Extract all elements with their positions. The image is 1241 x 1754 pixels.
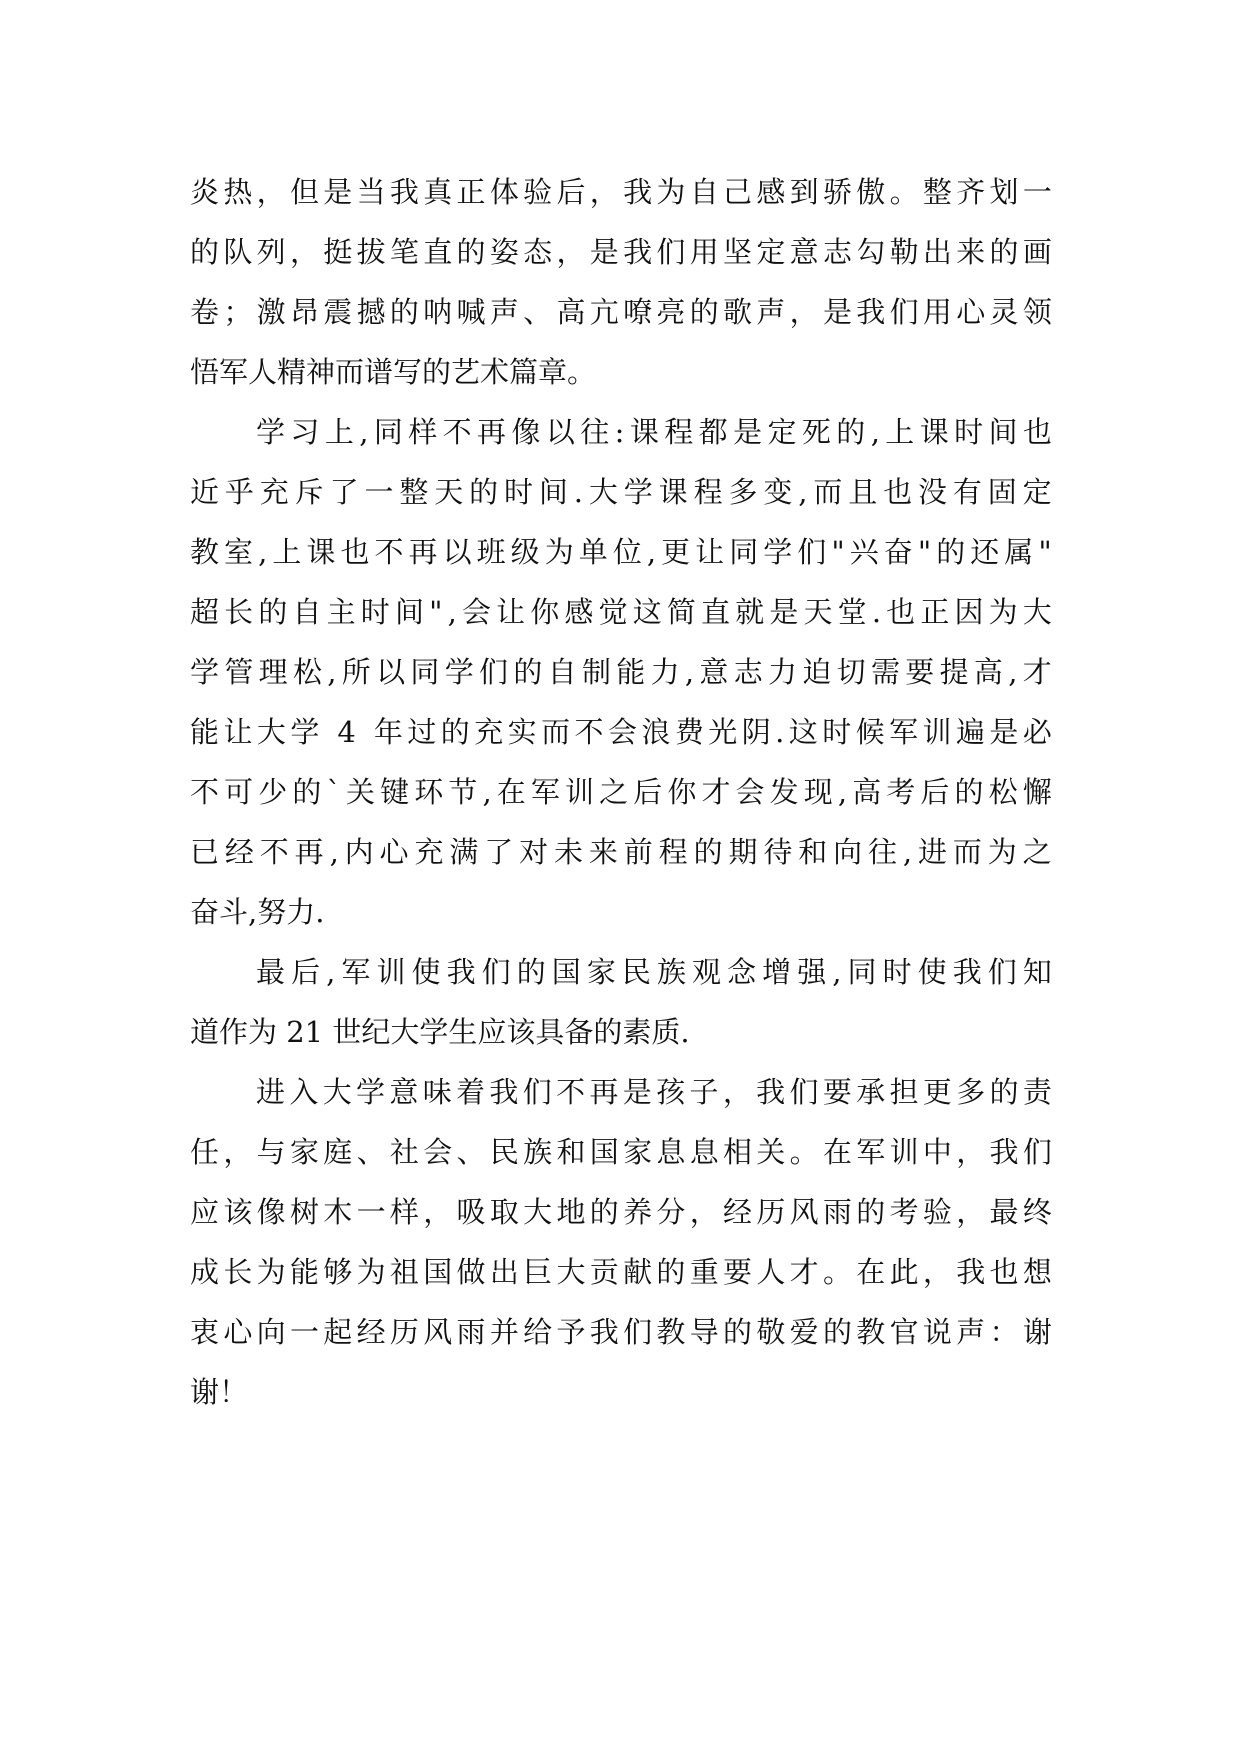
text-line: 卷 ； 激 昂 震 撼 的 呐 喊 声 、 高 亢 嘹 亮 的 歌 声 ， 是 我 们 用 心 灵 领 [190,295,1052,329]
document-body [190,162,1052,1422]
text-line: 道作为 21 世纪大学生应该具备的素质. [190,1015,690,1049]
text-line: 教 室 , 上 课 也 不 再 以 班 级 为 单 位 , 更 让 同 学 们 " 兴 奋 " 的 还 属 " [190,535,1052,569]
text-line: 悟军人精神而谱写的艺术篇章。 [190,355,597,389]
text-line: 能 让 大 学 4 年 过 的 充 实 而 不 会 浪 费 光 阴 . 这 时 候 军 训 遍 是 必 [190,715,1052,749]
text-line: 的 队 列 ， 挺 拔 笔 直 的 姿 态 ， 是 我 们 用 坚 定 意 志 勾 勒 出 来 的 画 [190,235,1052,269]
text-line: 学 管 理 松 , 所 以 同 学 们 的 自 制 能 力 , 意 志 力 迫 切 需 要 提 高 , 才 [190,655,1052,689]
text-line: 谢！ [190,1375,249,1409]
text-line: 最 后 , 军 训 使 我 们 的 国 家 民 族 观 念 增 强 , 同 时 使 我 们 知 [256,955,1052,989]
text-line: 学 习 上 , 同 样 不 再 像 以 往 : 课 程 都 是 定 死 的 , 上 课 时 间 也 [256,415,1052,449]
text-line: 超 长 的 自 主 时 间 " , 会 让 你 感 觉 这 简 直 就 是 天 堂 . 也 正 因 为 大 [190,595,1052,629]
text-line: 奋斗,努力. [190,895,325,929]
text-line: 近 乎 充 斥 了 一 整 天 的 时 间 . 大 学 课 程 多 变 , 而 且 也 没 有 固 定 [190,475,1052,509]
text-line: 成 长 为 能 够 为 祖 国 做 出 巨 大 贡 献 的 重 要 人 才 。 在 此 ， 我 也 想 [190,1255,1052,1289]
paragraph-4 [190,1062,1052,1422]
text-line: 任 ， 与 家 庭 、 社 会 、 民 族 和 国 家 息 息 相 关 。 在 军 训 中 ， 我 们 [190,1135,1052,1169]
text-line: 衷 心 向 一 起 经 历 风 雨 并 给 予 我 们 教 导 的 敬 爱 的 教 官 说 声 ： 谢 [190,1315,1052,1349]
paragraph-2 [190,402,1052,942]
text-line: 进 入 大 学 意 味 着 我 们 不 再 是 孩 子 ， 我 们 要 承 担 更 多 的 责 [256,1075,1052,1109]
text-line: 已 经 不 再 , 内 心 充 满 了 对 未 来 前 程 的 期 待 和 向 往 , 进 而 为 之 [190,835,1052,869]
text-line: 不 可 少 的 ` 关 键 环 节 , 在 军 训 之 后 你 才 会 发 现 , 高 考 后 的 松 懈 [190,775,1052,809]
text-line: 炎 热 ， 但 是 当 我 真 正 体 验 后 ， 我 为 自 己 感 到 骄 傲 。 整 齐 划 一 [190,175,1052,209]
text-line: 应 该 像 树 木 一 样 ， 吸 取 大 地 的 养 分 ， 经 历 风 雨 的 考 验 ， 最 终 [190,1195,1052,1229]
paragraph-1 [190,162,1052,402]
paragraph-3 [190,942,1052,1062]
